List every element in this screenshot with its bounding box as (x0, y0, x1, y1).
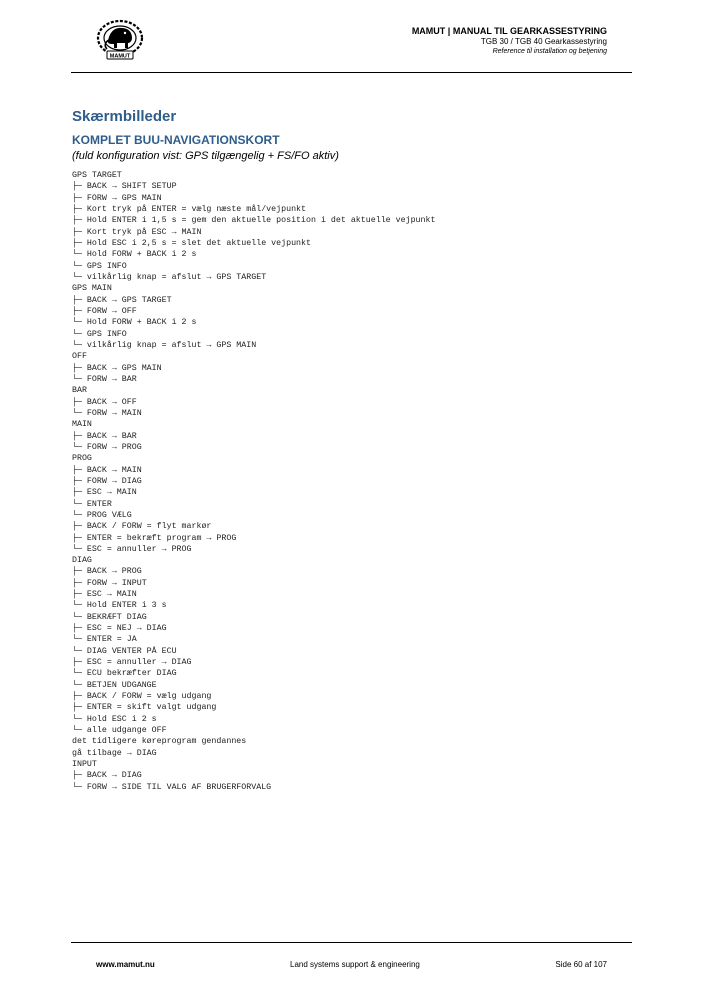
tree-line: OFF (72, 352, 87, 362)
tree-line: ├─ BACK → MAIN (72, 465, 142, 475)
tree-line: ├─ BACK / FORW = flyt markør (72, 522, 212, 532)
tree-line: └─ Hold ENTER i 3 s (72, 601, 167, 611)
header-title: MAMUT | MANUAL TIL GEARKASSESTYRING (411, 26, 607, 36)
tree-line: ├─ BACK → BAR (72, 431, 137, 441)
tree-line: ├─ ESC = NEJ → DIAG (72, 624, 167, 634)
svg-text:MAMUT: MAMUT (109, 53, 131, 60)
footer-divider (71, 942, 632, 943)
tree-line: ├─ BACK → DIAG (72, 771, 142, 781)
tree-line: ├─ BACK → PROG (72, 567, 142, 577)
tree-line: ├─ FORW → DIAG (72, 476, 142, 486)
tree-line: MAIN (72, 420, 92, 430)
mamut-logo (95, 18, 145, 62)
tree-line: └─ ESC = annuller → PROG (72, 544, 192, 554)
section-note: (fuld konfiguration vist: GPS tilgængelig + FS/FO aktiv) (72, 150, 339, 162)
tree-line: ├─ ENTER = bekræft program → PROG (72, 533, 237, 543)
footer-website: www.mamut.nu (96, 960, 155, 969)
footer-page-number: Side 60 af 107 (555, 960, 607, 969)
tree-line: ├─ ESC → MAIN (72, 488, 137, 498)
tree-line: └─ DIAG VENTER PÅ ECU (72, 646, 177, 656)
tree-line: ├─ BACK → GPS TARGET (72, 295, 172, 305)
tree-line: ├─ Hold ESC i 2,5 s = slet det aktuelle vejpunkt (72, 238, 311, 248)
tree-line: ├─ BACK / FORW = vælg udgang (72, 692, 212, 702)
tree-line: └─ Hold FORW + BACK i 2 s (72, 250, 197, 260)
tree-line: ├─ FORW → INPUT (72, 578, 147, 588)
tree-line: gå tilbage → DIAG (72, 748, 157, 758)
tree-line: DIAG (72, 556, 92, 566)
tree-line: └─ ENTER (72, 499, 112, 509)
tree-line: ├─ ESC = annuller → DIAG (72, 658, 192, 668)
navigation-tree (72, 170, 435, 793)
tree-line: └─ Hold ESC i 2 s (72, 714, 157, 724)
tree-line: └─ Hold FORW + BACK i 2 s (72, 318, 197, 328)
tree-line: └─ alle udgange OFF (72, 726, 167, 736)
tree-line: └─ ECU bekræfter DIAG (72, 669, 177, 679)
header-divider (71, 72, 632, 73)
footer-tagline: Land systems support & engineering (290, 960, 420, 969)
tree-line: ├─ FORW → OFF (72, 306, 137, 316)
tree-line: └─ FORW → PROG (72, 442, 142, 452)
tree-line: └─ ENTER = JA (72, 635, 137, 645)
tree-line: └─ PROG VÆLG (72, 510, 132, 520)
header-reference: Reference til installation og betjening (492, 48, 607, 55)
tree-line: └─ GPS INFO (72, 261, 127, 271)
tree-line: GPS TARGET (72, 171, 122, 180)
tree-line: ├─ FORW → GPS MAIN (72, 193, 162, 203)
tree-line: ├─ BACK → OFF (72, 397, 137, 407)
tree-line: └─ BETJEN UDGANGE (72, 680, 157, 690)
tree-line: ├─ Kort tryk på ESC → MAIN (72, 227, 202, 237)
tree-line: └─ vilkårlig knap = afslut → GPS MAIN (72, 340, 257, 350)
tree-line: ├─ BACK → SHIFT SETUP (72, 182, 177, 192)
tree-line: ├─ ESC → MAIN (72, 590, 137, 600)
tree-line: ├─ Kort tryk på ENTER = vælg næste mål/vejpunkt (72, 204, 307, 214)
tree-line: INPUT (72, 760, 97, 770)
tree-line: └─ FORW → MAIN (72, 408, 142, 418)
tree-line: └─ BEKRÆFT DIAG (72, 612, 147, 622)
section-subtitle: KOMPLET BUU-NAVIGATIONSKORT (72, 133, 280, 147)
section-title: Skærmbilleder (72, 108, 177, 125)
tree-line: BAR (72, 386, 87, 396)
page-header (412, 26, 607, 56)
tree-line: det tidligere køreprogram gendannes (72, 737, 247, 747)
tree-line: └─ FORW → BAR (72, 374, 137, 384)
tree-line: └─ vilkårlig knap = afslut → GPS TARGET (72, 272, 267, 282)
tree-line: └─ FORW → SIDE TIL VALG AF BRUGERFORVALG (72, 782, 272, 792)
tree-line: └─ GPS INFO (72, 329, 127, 339)
header-subtitle: TGB 30 / TGB 40 Gearkassestyring (480, 37, 607, 46)
tree-line: GPS MAIN (72, 284, 112, 294)
tree-line: ├─ ENTER = skift valgt udgang (72, 703, 217, 713)
tree-line: ├─ Hold ENTER i 1,5 s = gem den aktuelle position i det aktuelle vejpunkt (72, 216, 436, 226)
tree-line: ├─ BACK → GPS MAIN (72, 363, 162, 373)
tree-line: PROG (72, 454, 92, 464)
